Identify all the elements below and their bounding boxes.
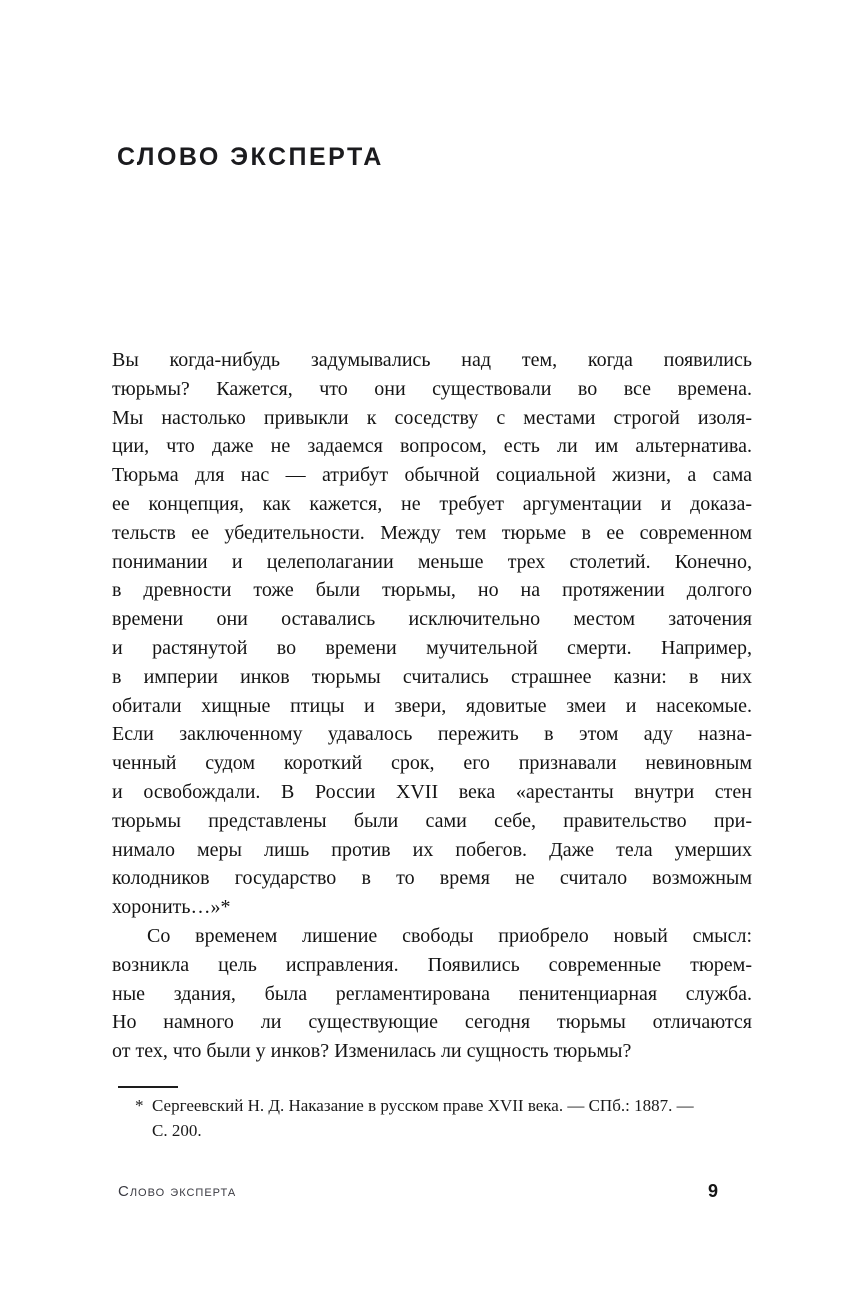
page-footer (0, 1181, 863, 1205)
body-line: Мы настолько привыкли к соседству с местами строгой изоля- (112, 406, 752, 429)
body-line: ее концепция, как кажется, не требует аргументации и доказа- (112, 492, 752, 515)
body-line: Со временем лишение свободы приобрело новый смысл: (147, 924, 752, 947)
body-line: Если заключенному удавалось пережить в этом аду назна- (112, 723, 752, 746)
body-line: и растянутой во времени мучительной смерти. Например, (112, 636, 752, 659)
body-line: возникла цель исправления. Появились современные тюрем- (112, 953, 752, 976)
footnote-line (135, 1094, 741, 1119)
body-line: хоронить…»* (112, 896, 231, 919)
footnote (135, 1094, 741, 1143)
body-line: ции, что даже не задаемся вопросом, есть ли им альтернатива. (112, 435, 752, 458)
body-line: ные здания, была регламентирована пенитенциарная служба. (112, 982, 752, 1005)
body-line: тельств ее убедительности. Между тем тюрьме в ее современном (112, 521, 752, 544)
body-line: в империи инков тюрьмы считались страшнее казни: в них (112, 665, 752, 688)
body-line: Тюрьма для нас — атрибут обычной социальной жизни, а сама (112, 464, 752, 487)
body-line: и освобождали. В России XVII века «арестанты внутри стен (112, 780, 752, 803)
page-number: 9 (707, 1181, 718, 1201)
body-line: обитали хищные птицы и звери, ядовитые змеи и насекомые. (112, 694, 752, 717)
body-line: колодников государство в то время не считало возможным (112, 867, 752, 890)
body-line: от тех, что были у инков? Изменилась ли сущность тюрьмы? (112, 1040, 632, 1063)
body-line: нимало меры лишь против их побегов. Даже тела умерших (112, 838, 752, 861)
body-line: Вы когда-нибудь задумывались над тем, когда появились (112, 349, 752, 371)
body-line: Но намного ли существующие сегодня тюрьмы отличаются (112, 1011, 752, 1034)
body-line: понимании и целеполагании меньше трех столетий. Конечно, (112, 550, 752, 573)
body-line: ченный судом короткий срок, его признавали невиновным (112, 752, 752, 775)
body-line: тюрьмы представлены были сами себе, правительство при- (112, 809, 752, 832)
body-line: в древности тоже были тюрьмы, но на протяжении долгого (112, 579, 752, 602)
body-line: тюрьмы? Кажется, что они существовали во все времена. (112, 377, 752, 400)
footnote-marker: * (135, 1096, 144, 1115)
body-line: времени они оставались исключительно местом заточения (112, 608, 752, 631)
footnote-text: Сергеевский Н. Д. Наказание в русском праве XVII века. — СПб.: 1887. — (152, 1096, 694, 1115)
chapter-title: СЛОВО ЭКСПЕРТА (117, 143, 384, 171)
footnote-divider (118, 1086, 178, 1088)
running-title: Слово эксперта (118, 1183, 237, 1200)
body-text (112, 346, 752, 1066)
footnote-continuation: С. 200. (152, 1120, 202, 1140)
